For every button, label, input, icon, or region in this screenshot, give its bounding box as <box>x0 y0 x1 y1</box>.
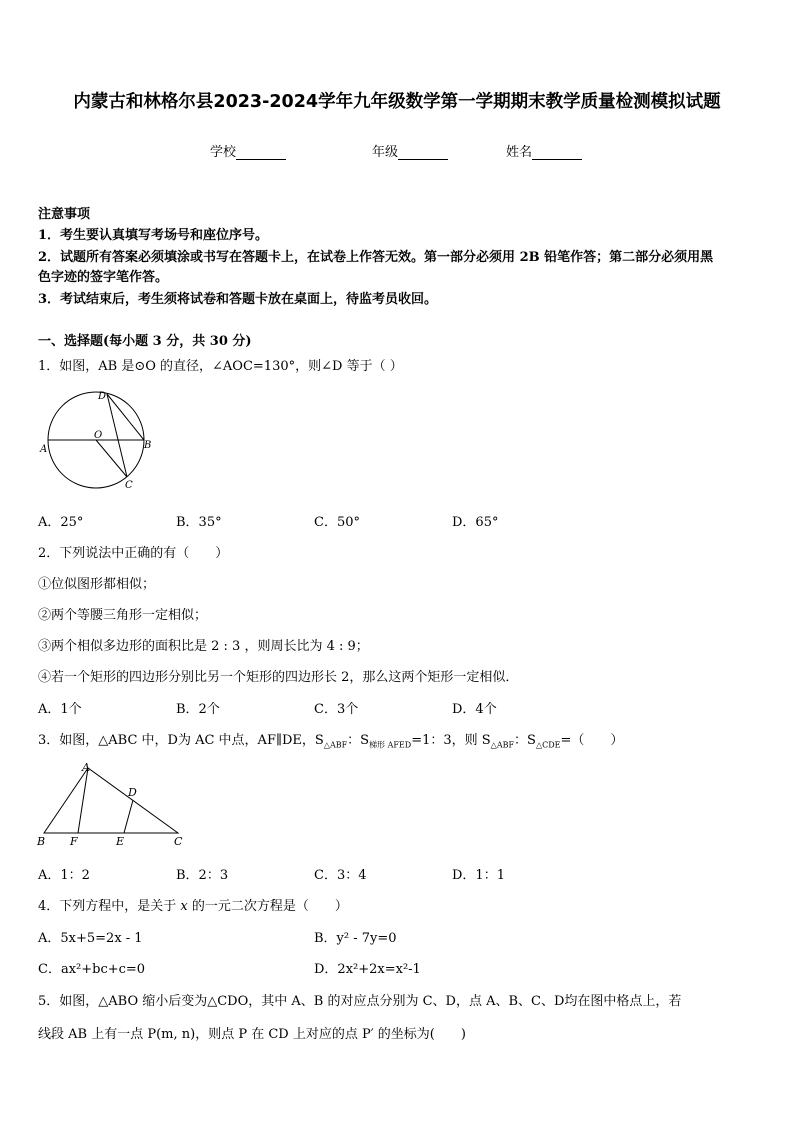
q1-option-d[interactable]: D．65° <box>452 515 499 530</box>
q2-statement-4: ④若一个矩形的四边形分别比另一个矩形的四边形长 2，那么这两个矩形一定相似． <box>38 670 519 685</box>
school-label: 学校 <box>210 145 237 160</box>
school-blank[interactable] <box>236 145 286 160</box>
q3-option-b[interactable]: B．2：3 <box>176 868 229 883</box>
q3-triangle-figure <box>36 758 186 850</box>
q3-label-e: E <box>116 835 125 848</box>
notice-item-2-cont: 色字迹的签字笔作答。 <box>38 270 169 285</box>
q1-option-c[interactable]: C．50° <box>314 515 360 530</box>
q3-sub-abf-1: △ABF <box>323 740 348 750</box>
q4-option-c[interactable]: C．ax²+bc+c=0 <box>38 962 146 977</box>
q3-sub-trapezoid: 梯形 AFED <box>369 740 412 750</box>
q3-option-c[interactable]: C．3：4 <box>314 868 367 883</box>
q3-label-d: D <box>128 786 137 799</box>
q1-stem: 1．如图，AB 是⊙O 的直径，∠AOC=130°，则∠D 等于（ ） <box>38 359 403 374</box>
q4-stem <box>38 895 348 914</box>
q4-option-d[interactable]: D．2x²+2x=x²-1 <box>314 962 421 977</box>
notice-item-1: 1．考生要认真填写考场号和座位序号。 <box>38 228 269 243</box>
q2-option-d[interactable]: D．4个 <box>452 702 497 717</box>
q3-sub-abf-2: △ABF <box>490 740 515 750</box>
q3-label-c: C <box>174 835 183 848</box>
q3-stem <box>38 729 623 751</box>
q2-option-c[interactable]: C．3个 <box>314 702 359 717</box>
q3-label-a: A <box>82 761 90 774</box>
section-heading: 一、选择题(每小题 3 分，共 30 分) <box>38 334 252 349</box>
q4-option-a[interactable]: A．5x+5=2x - 1 <box>38 931 143 946</box>
name-field[interactable] <box>506 141 582 160</box>
q2-option-a[interactable]: A．1个 <box>38 702 82 717</box>
q1-label-o: O <box>94 430 103 441</box>
q5-stem-line-2: 线段 AB 上有一点 P(m, n)，则点 P 在 CD 上对应的点 P′ 的坐标为( ) <box>38 1027 466 1042</box>
notice-heading: 注意事项 <box>38 207 91 222</box>
name-label: 姓名 <box>506 145 533 160</box>
grade-blank[interactable] <box>398 145 448 160</box>
q2-option-b[interactable]: B．2个 <box>176 702 220 717</box>
q5-stem-line-1: 5．如图，△ABO 缩小后变为△CDO，其中 A、B 的对应点分别为 C、D，点 A、B、C、D均在图中格点上，若 <box>38 994 682 1009</box>
q1-circle-figure <box>38 386 158 496</box>
q2-statement-2: ②两个等腰三角形一定相似； <box>38 608 208 623</box>
grade-field[interactable] <box>372 141 448 160</box>
q3-stem-part-1: 3．如图，△ABC 中，D为 AC 中点，AF∥DE，S <box>38 733 324 748</box>
q3-stem-part-2: ：S <box>347 733 370 748</box>
q4-option-b[interactable]: B．y² - 7y=0 <box>314 931 397 946</box>
q2-statement-1: ①位似图形都相似； <box>38 577 156 592</box>
q3-segment-af <box>78 768 88 833</box>
q3-segment-de <box>124 800 133 833</box>
q1-option-a[interactable]: A．25° <box>38 515 84 530</box>
q4-variable-x: x <box>180 899 188 914</box>
q4-stem-part-2: 的一元二次方程是（ ） <box>191 899 348 914</box>
grade-label: 年级 <box>372 145 399 160</box>
school-field[interactable] <box>210 141 286 160</box>
q3-option-d[interactable]: D．1：1 <box>452 868 505 883</box>
q3-label-f: F <box>70 835 78 848</box>
q1-label-b: B <box>144 440 152 451</box>
q1-label-d: D <box>98 391 107 402</box>
name-blank[interactable] <box>532 145 582 160</box>
q3-label-b: B <box>37 835 46 848</box>
q3-stem-part-4: ：S <box>514 733 536 748</box>
q1-option-b[interactable]: B．35° <box>176 515 222 530</box>
q1-label-c: C <box>125 480 133 491</box>
q1-label-a: A <box>40 444 48 455</box>
q2-statement-3: ③两个相似多边形的面积比是 2 : 3 ，则周长比为 4 : 9； <box>38 639 369 654</box>
q3-sub-cde: △CDE <box>535 740 561 750</box>
q2-stem: 2．下列说法中正确的有（ ） <box>38 546 229 561</box>
notice-item-2: 2．试题所有答案必须填涂或书写在答题卡上，在试卷上作答无效。第一部分必须用 2B 铅笔作答；第二部分必须用黑 <box>38 250 714 265</box>
q3-triangle-abc <box>44 768 178 833</box>
q3-stem-part-5: =（ ） <box>560 733 624 748</box>
notice-item-3: 3．考试结束后，考生须将试卷和答题卡放在桌面上，待监考员收回。 <box>38 292 438 307</box>
exam-title: 内蒙古和林格尔县2023-2024学年九年级数学第一学期期末教学质量检测模拟试题 <box>73 92 721 112</box>
q3-stem-part-3: =1：3，则 S <box>411 733 491 748</box>
q3-option-a[interactable]: A．1：2 <box>38 868 90 883</box>
q4-stem-part-1: 4．下列方程中，是关于 <box>38 899 177 914</box>
